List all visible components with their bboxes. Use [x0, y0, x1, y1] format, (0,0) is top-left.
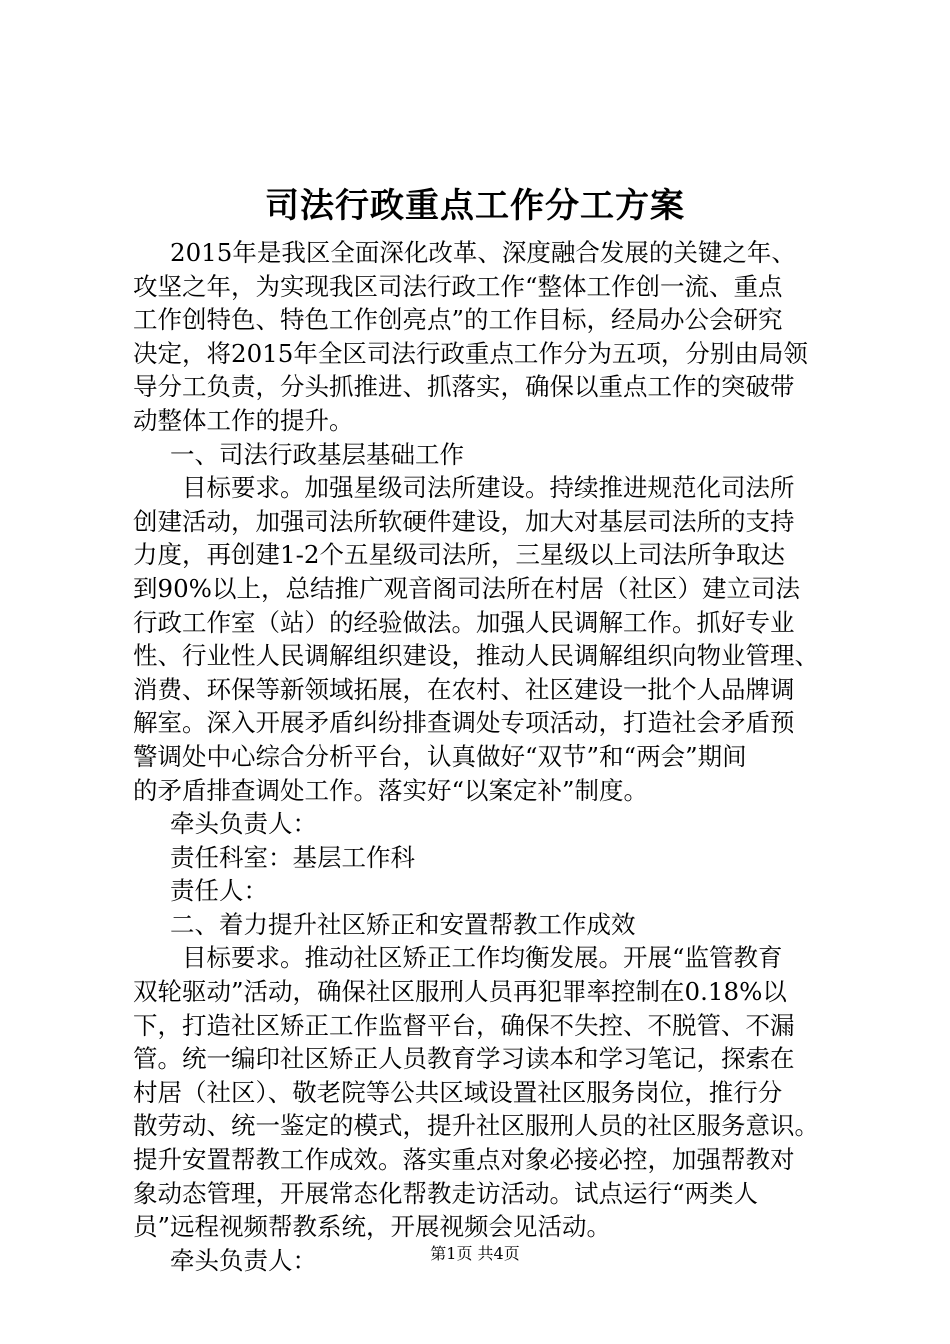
page-footer: 第1页 共4页 — [430, 1244, 520, 1263]
paragraph-line: 双轮驱动”活动，确保社区服刑人员再犯罪率控制在0.18%以 — [133, 977, 787, 1007]
paragraph-line: 解室。深入开展矛盾纠纷排查调处专项活动，打造社会矛盾预 — [133, 708, 795, 738]
paragraph-line: 决定，将2015年全区司法行政重点工作分为五项，分别由局领 — [133, 338, 808, 368]
paragraph-line: 目标要求。加强星级司法所建设。持续推进规范化司法所 — [182, 473, 795, 503]
paragraph-line: 导分工负责，分头抓推进、抓落实，确保以重点工作的突破带 — [133, 372, 795, 402]
section-heading: 二、着力提升社区矫正和安置帮教工作成效 — [170, 909, 636, 939]
paragraph-line: 到90%以上，总结推广观音阁司法所在村居（社区）建立司法 — [133, 573, 800, 603]
paragraph-line: 性、行业性人民调解组织建设，推动人民调解组织向物业管理、 — [133, 641, 819, 671]
paragraph-line: 创建活动，加强司法所软硬件建设，加大对基层司法所的支持 — [133, 506, 795, 536]
paragraph-line: 警调处中心综合分析平台，认真做好“双节”和“两会”期间 — [133, 741, 747, 771]
document-title: 司法行政重点工作分工方案 — [265, 186, 685, 226]
responsible-lead-line: 牵头负责人： — [170, 809, 317, 839]
paragraph-line: 员”远程视频帮教系统，开展视频会见活动。 — [133, 1212, 612, 1242]
paragraph-line: 攻坚之年，为实现我区司法行政工作“整体工作创一流、重点 — [133, 271, 783, 301]
paragraph-line: 提升安置帮教工作成效。落实重点对象必接必控，加强帮教对 — [133, 1145, 795, 1175]
paragraph-line: 2015年是我区全面深化改革、深度融合发展的关键之年、 — [170, 238, 796, 267]
responsible-lead-line: 牵头负责人： — [170, 1245, 317, 1275]
paragraph-line: 力度，再创建1-2个五星级司法所，三星级以上司法所争取达 — [133, 540, 785, 570]
paragraph-line: 村居（社区）、敬老院等公共区域设置社区服务岗位，推行分 — [133, 1077, 783, 1107]
responsible-person-line: 责任人： — [170, 876, 268, 906]
paragraph-line: 目标要求。推动社区矫正工作均衡发展。开展“监管教育 — [182, 943, 783, 973]
paragraph-line: 工作创特色、特色工作创亮点”的工作目标，经局办公会研究 — [133, 305, 783, 335]
paragraph-line: 的矛盾排查调处工作。落实好“以案定补”制度。 — [133, 775, 649, 805]
responsible-department-line: 责任科室：基层工作科 — [170, 842, 415, 872]
paragraph-line: 象动态管理，开展常态化帮教走访活动。试点运行“两类人 — [133, 1178, 759, 1208]
section-heading: 一、司法行政基层基础工作 — [170, 439, 464, 469]
paragraph-line: 动整体工作的提升。 — [133, 405, 354, 435]
paragraph-line: 行政工作室（站）的经验做法。加强人民调解工作。抓好专业 — [133, 607, 795, 637]
paragraph-line: 散劳动、统一鉴定的模式，提升社区服刑人员的社区服务意识。 — [133, 1111, 819, 1141]
document-body — [133, 236, 837, 1277]
paragraph-line: 下，打造社区矫正工作监督平台，确保不失控、不脱管、不漏 — [133, 1010, 795, 1040]
paragraph-line: 消费、环保等新领域拓展，在农村、社区建设一批个人品牌调 — [133, 674, 795, 704]
paragraph-line: 管。统一编印社区矫正人员教育学习读本和学习笔记，探索在 — [133, 1044, 795, 1074]
